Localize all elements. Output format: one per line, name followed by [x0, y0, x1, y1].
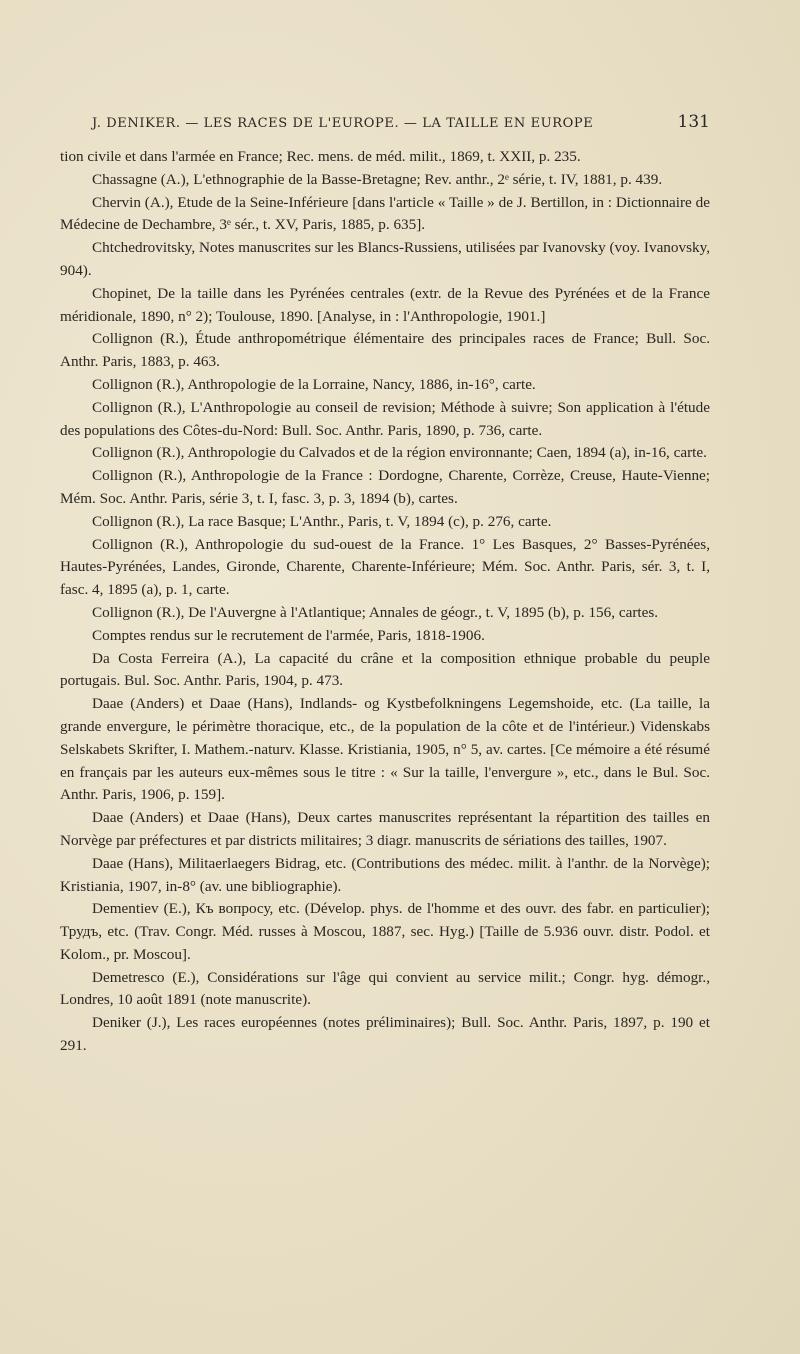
bib-entry: tion civile et dans l'armée en France; Rec. mens. de méd. milit., 1869, t. XXII, p. 235.: [60, 148, 581, 165]
bib-entry: Collignon (R.), Anthropologie du Calvados et de la région environnante; Caen, 1894 (a), in-16, carte.: [92, 444, 707, 462]
bib-entry: Collignon (R.), Étude anthropométrique élémentaire des principales races de France; Bull. Soc. Anthr. Paris, 1883, p. 463.: [60, 330, 710, 371]
bib-entry: Dementiev (E.), Къ вопросу, etc. (Dévelop. phys. de l'homme et des ouvr. des fabr. en particulier); Трудъ, etc. (Trav. Congr. Méd. russes à Moscou, 1887, sec. Hyg.) [Taille de 5.936 ouvr. distr. Podol. et Kolom., pr. Moscou].: [60, 900, 710, 963]
bib-entry: Collignon (R.), Anthropologie de la France : Dordogne, Charente, Corrèze, Creuse, Haute-Vienne; Mém. Soc. Anthr. Paris, série 3, t. I, fasc. 3, p. 3, 1894 (b), cartes.: [60, 467, 710, 507]
bib-entry: Deniker (J.), Les races européennes (notes préliminaires); Bull. Soc. Anthr. Paris, 1897, p. 190 et 291.: [60, 1014, 710, 1055]
bib-entry: Demetresco (E.), Considérations sur l'âge qui convient au service milit.; Congr. hyg. démogr., Londres, 10 août 1891 (note manuscrite).: [60, 968, 710, 1009]
bib-entry: Chtchedrovitsky, Notes manuscrites sur les Blancs-Russiens, utilisées par Ivanovsky (voy. Ivanovsky, 904).: [60, 239, 710, 279]
bib-entry: Collignon (R.), Anthropologie du sud-ouest de la France. 1° Les Basques, 2° Basses-Pyrénées, Hautes-Pyrénées, Landes, Gironde, Charente, Charente-Inférieure; Mém. Soc. Anthr. Paris, sér. 3, t. I, fasc. 4, 1895 (a), p. 1, carte.: [60, 535, 710, 599]
bib-entry: Chopinet, De la taille dans les Pyrénées centrales (extr. de la Revue des Pyrénées et de la France méridionale, 1890, n° 2); Toulouse, 1890. [Analyse, in : l'Anthropologie, 1901.]: [60, 284, 710, 325]
bib-entry: Collignon (R.), Anthropologie de la Lorraine, Nancy, 1886, in-16°, carte.: [92, 375, 536, 393]
bib-entry: Comptes rendus sur le recrutement de l'armée, Paris, 1818-1906.: [92, 626, 485, 644]
bib-entry: Collignon (R.), La race Basque; L'Anthr., Paris, t. V, 1894 (c), p. 276, carte.: [92, 512, 552, 530]
bib-entry: Collignon (R.), De l'Auvergne à l'Atlantique; Annales de géogr., t. V, 1895 (b), p. 156, cartes.: [92, 603, 659, 621]
page-number: 131: [677, 112, 710, 132]
running-title: J. DENIKER. — LES RACES DE L'EUROPE. — LA TAILLE EN EUROPE: [92, 116, 594, 131]
bib-entry: Daae (Hans), Militaerlaegers Bidrag, etc. (Contributions des médec. milit. à l'anthr. de la Norvège); Kristiania, 1907, in-8° (av. une bibliographie).: [60, 854, 710, 895]
bibliography-body: [60, 146, 710, 1058]
bib-entry: Chassagne (A.), L'ethnographie de la Basse-Bretagne; Rev. anthr., 2ᵉ série, t. IV, 1881, p. 439.: [92, 170, 663, 188]
bib-entry: Daae (Anders) et Daae (Hans), Deux cartes manuscrites représentant la répartition des tailles en Norvège par préfectures et par districts militaires; 3 diagr. manuscrits de sériations des tailles, 1907.: [60, 809, 710, 849]
running-header: [92, 112, 710, 132]
bib-entry: Daae (Anders) et Daae (Hans), Indlands- og Kystbefolkningens Legemshoide, etc. (La taille, la grande envergure, le périmètre thoracique, etc., de la population de la côte et de l'intérieur.) Videnskabs Selskabets Skrifter, I. Mathem.-naturv. Klasse. Kristiania, 1905, n° 5, av. cartes. [Ce mémoire a été résumé en français par les auteurs eux-mêmes sous le titre : « Sur la taille, l'envergure », etc., dans le Bul. Soc. Anthr. Paris, 1906, p. 159].: [60, 695, 710, 804]
bib-entry: Chervin (A.), Etude de la Seine-Inférieure [dans l'article « Taille » de J. Bertillon, in : Dictionnaire de Médecine de Dechambre, 3ᵉ sér., t. XV, Paris, 1885, p. 635].: [60, 193, 710, 234]
bib-entry: Collignon (R.), L'Anthropologie au conseil de revision; Méthode à suivre; Son application à l'étude des populations des Côtes-du-Nord: Bull. Soc. Anthr. Paris, 1890, p. 736, carte.: [60, 398, 710, 439]
bib-entry: Da Costa Ferreira (A.), La capacité du crâne et la composition ethnique probable du peuple portugais. Bul. Soc. Anthr. Paris, 1904, p. 473.: [60, 649, 710, 690]
